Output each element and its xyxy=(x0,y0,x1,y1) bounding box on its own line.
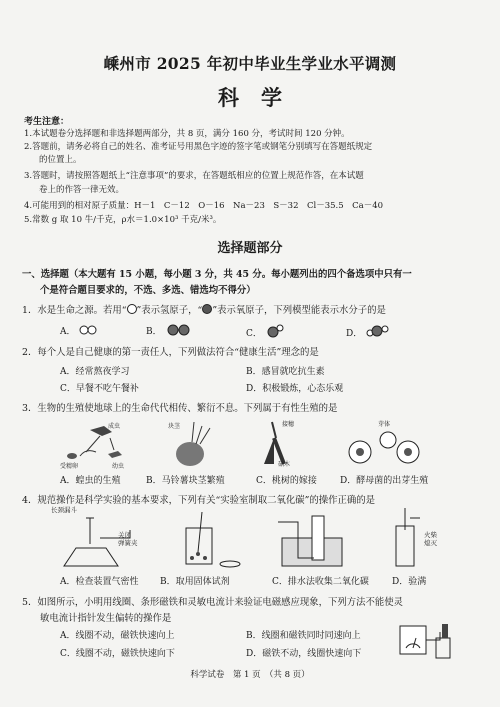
label-tuber: 块茎 xyxy=(168,423,181,430)
molecule-c-icon xyxy=(265,324,287,338)
notice-heading: 考生注意： xyxy=(24,117,70,127)
question-4-stem: 4．规范操作是科学实验的基本要求，下列有关“实验室制取二氧化碳”的操作正确的是 xyxy=(22,495,376,506)
yeast-budding-icon xyxy=(349,432,419,463)
solid-reagent-icon xyxy=(186,512,240,567)
page-footer: 科学试卷 第 1 页 （共 8 页） xyxy=(190,670,310,680)
q4-option-c[interactable]: C．排水法收集二氧化碳 xyxy=(272,577,369,587)
label-bud: 芽体 xyxy=(378,421,391,428)
q1-option-a[interactable] xyxy=(60,324,100,337)
notice-item: 1.本试题卷分选择题和非选择题两部分，共 8 页，满分 160 分，考试时间 120 分钟。 xyxy=(24,129,350,139)
label-scion: 接穗 xyxy=(282,421,295,428)
section-title: 选择题部分 xyxy=(217,241,283,256)
notice-item: 4.可能用到的相对原子质量：H－1 C－12 O－16 Na－23 S－32 Cl－35.5 Ca－40 xyxy=(24,201,384,211)
q3-option-c[interactable]: C．桃树的嫁接 xyxy=(256,476,317,486)
q2-option-b[interactable]: B．感冒就吃抗生素 xyxy=(246,367,325,377)
molecule-d-icon xyxy=(365,324,391,338)
notice-item: 的位置上。 xyxy=(39,155,82,165)
notice-item: 3.答题时，请按照答题纸上“注意事项”的要求，在答题纸相应的位置上规范作答，在本试题 xyxy=(24,171,364,181)
exam-title: 嵊州市 2025 年初中毕业生学业水平调测 xyxy=(103,54,397,73)
label-egg: 受精卵 xyxy=(60,463,79,470)
option-label: B． xyxy=(146,327,162,337)
label-extinguished: 熄灭 xyxy=(424,539,437,547)
q3-figures xyxy=(60,418,450,470)
q4-option-b[interactable]: B．取用固体试剂 xyxy=(160,577,230,587)
grafting-icon xyxy=(264,422,284,464)
label-spring-clip: 弹簧夹 xyxy=(118,539,138,547)
question-5-stem: 敏电流计指针发生偏转的操作是 xyxy=(40,613,172,624)
q1-stem-part: ”表示氢原子，“ xyxy=(136,305,203,316)
q1-option-b[interactable] xyxy=(146,324,195,337)
q1-option-d[interactable] xyxy=(346,324,391,339)
q1-stem-part: ”表示氧原子，下列模型能表示水分子的是 xyxy=(212,305,386,316)
option-label: D． xyxy=(346,329,363,339)
q3-option-b[interactable]: B．马铃薯块茎繁殖 xyxy=(146,476,225,486)
notice-item: 卷上的作答一律无效。 xyxy=(39,185,125,195)
q4-option-a[interactable]: A．检查装置气密性 xyxy=(60,577,139,587)
molecule-a-icon xyxy=(78,325,100,335)
option-label: A． xyxy=(60,327,76,337)
label-nymph: 幼虫 xyxy=(112,463,125,470)
part-instructions: 一、选择题（本大题有 15 小题，每小题 3 分，共 45 分。每小题列出的四个备选项中只有一 xyxy=(22,269,412,280)
q5-option-b[interactable]: B．线圈和磁铁同时同速向上 xyxy=(246,631,361,641)
q1-stem-part: 1．水是生命之源。若用“ xyxy=(22,305,127,316)
q2-option-a[interactable]: A．经常熬夜学习 xyxy=(60,367,130,377)
q3-option-d[interactable]: D．酵母菌的出芽生殖 xyxy=(340,476,429,486)
q5-option-c[interactable]: C．线圈不动，磁铁快速向下 xyxy=(60,649,175,659)
subject-title: 科学 xyxy=(218,85,304,110)
label-rootstock: 砧木 xyxy=(278,461,291,468)
option-label: C． xyxy=(246,329,262,339)
question-5-stem: 5．如图所示，小明用线圈、条形磁铁和灵敏电流计来验证电磁感应现象，下列方法不能使灵 xyxy=(22,597,403,608)
q3-option-a[interactable]: A．蝗虫的生殖 xyxy=(60,476,121,486)
q2-option-c[interactable]: C．早餐不吃午餐补 xyxy=(60,384,139,394)
q1-option-c[interactable] xyxy=(246,324,287,339)
notice-item: 5.常数 g 取 10 牛/千克，ρ水＝1.0×10³ 千克/米³。 xyxy=(24,215,222,225)
question-3-stem: 3．生物的生殖使地球上的生命代代相传、繁衍不息。下列属于有性生殖的是 xyxy=(22,403,338,414)
notice-item: 2.答题前，请务必将自己的姓名、准考证号用黑色字迹的签字笔或钢笔分别填写在答题纸规定 xyxy=(24,142,373,152)
locust-lifecycle-icon xyxy=(67,426,122,459)
oxygen-atom-icon xyxy=(202,304,212,314)
potato-tuber-icon xyxy=(176,422,210,466)
label-match: 火柴 xyxy=(424,531,437,539)
part-instructions: 个是符合题目要求的，不选、多选、错选均不得分） xyxy=(40,285,256,296)
label-close: 关闭 xyxy=(118,531,131,539)
molecule-b-icon xyxy=(165,324,195,336)
galvanometer-setup-icon xyxy=(398,622,460,662)
q5-option-d[interactable]: D．磁铁不动，线圈快速向下 xyxy=(246,649,362,659)
q5-option-a[interactable]: A．线圈不动，磁铁快速向上 xyxy=(60,631,175,641)
label-long-funnel: 长颈漏斗 xyxy=(51,506,77,514)
q4-option-d[interactable]: D．验满 xyxy=(392,577,427,587)
water-displacement-icon xyxy=(278,516,342,566)
q2-option-d[interactable]: D．积极锻炼，心态乐观 xyxy=(246,384,344,394)
label-adult: 成虫 xyxy=(108,423,121,430)
verify-full-icon xyxy=(396,508,420,566)
hydrogen-atom-icon xyxy=(127,304,137,314)
question-1-stem xyxy=(22,302,386,316)
q4-figures xyxy=(50,508,450,570)
question-2-stem: 2．每个人是自己健康的第一责任人，下列做法符合“健康生活”理念的是 xyxy=(22,347,319,358)
